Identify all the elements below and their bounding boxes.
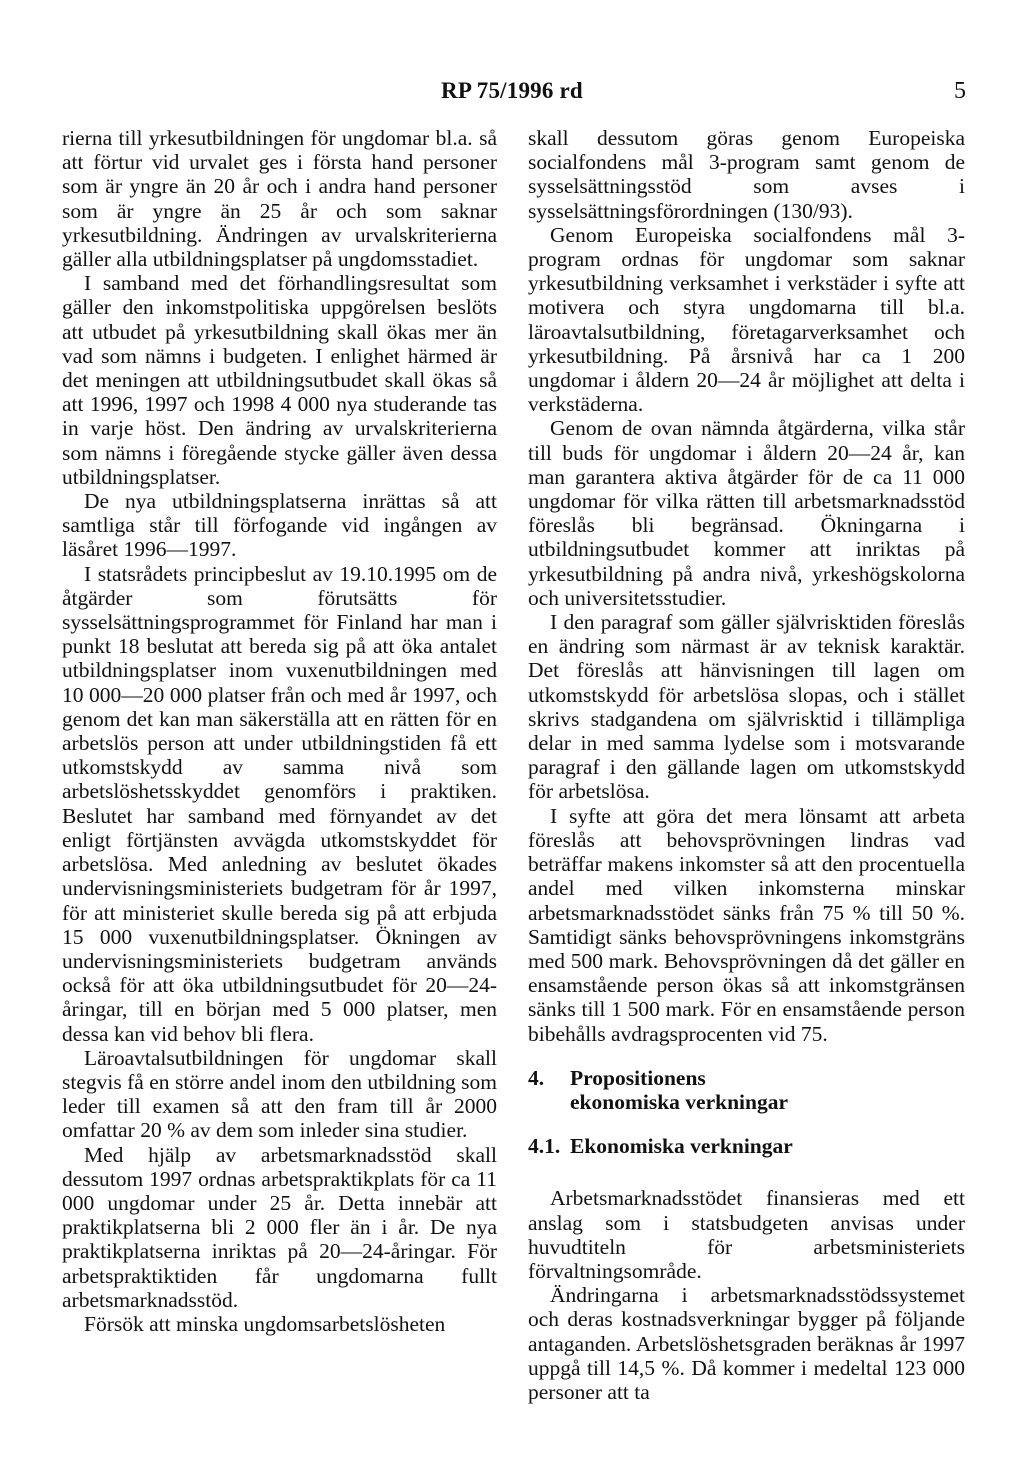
- paragraph: I samband med det förhandlingsresultat som gäller den inkomstpolitiska uppgörelsen beslöts att utbudet på yrkesutbildning skall ökas mer än vad som nämns i budgeten. I enlighet härmed är det meningen att utbildningsutbudet skall ökas så att 1996, 1997 och 1998 4 000 nya studerande tas in varje höst. Den ändring av urvalskriterierna som nämns i föregående stycke gäller även dessa utbildningsplatser.: [62, 271, 497, 489]
- paragraph: Ändringarna i arbetsmarknadsstödssystemet och deras kostnadsverkningar bygger på följande antaganden. Arbetslöshetsgraden beräknas år 1997 uppgå till 14,5 %. Då kommer i medeltal 123 000 personer att ta: [528, 1283, 965, 1404]
- right-column: [528, 126, 965, 1404]
- paragraph: De nya utbildningsplatserna inrättas så att samtliga står till förfogande vid ingången av läsåret 1996—1997.: [62, 489, 497, 562]
- paragraph: Genom Europeiska socialfondens mål 3-program ordnas för ungdomar som saknar yrkesutbildning verksamhet i verkstäder i syfte att motivera och styra ungdomarna till bl.a. läroavtalsutbildning, företagarverksamhet och yrkesutbildning. På årsnivå har ca 1 200 ungdomar i åldern 20—24 år möjlighet att delta i verkstäderna.: [528, 222, 965, 417]
- subsection-heading: [528, 1134, 965, 1158]
- paragraph: Genom de ovan nämnda åtgärderna, vilka står till buds för ungdomar i åldern 20—24 år, kan man garantera aktiva åtgärder för de ca 11 000 ungdomar för vilka rätten till arbetsmarknadsstöd föreslås bli begränsad. Ökningarna i utbildningsutbudet kommer att inriktas på yrkesutbildning på andra nivå, yrkeshögskolorna och universitetsstudier.: [528, 416, 965, 610]
- paragraph: Arbetsmarknadsstödet finansieras med ett anslag som i statsbudgeten anvisas under huvudtiteln för arbetsministeriets förvaltningsområde.: [528, 1186, 965, 1283]
- paragraph: I syfte att göra det mera lönsamt att arbeta föreslås att behovsprövningen lindras vad beträffar makens inkomster så att den procentuella andel med vilken inkomsterna minskar arbetsmarknadsstödet sänks från 75 % till 50 %. Samtidigt sänks behovsprövningens inkomstgräns med 500 mark. Behovsprövningen då det gäller en ensamstående person ökas så att inkomstgränsen sänks till 1 500 mark. För en ensamstående person bibehålls avdragsprocenten vid 75.: [528, 803, 965, 1046]
- paragraph: Med hjälp av arbetsmarknadsstöd skall dessutom 1997 ordnas arbetspraktikplats för ca 11 000 ungdomar under 25 år. Detta innebär att praktikplatserna bli 2 000 fler än i år. De nya praktikplatserna inriktas på 20—24-åringar. För arbetspraktiktiden får ungdomarna fullt arbetsmarknadsstöd.: [62, 1142, 497, 1312]
- paragraph: rierna till yrkesutbildningen för ungdomar bl.a. så att förtur vid urvalet ges i första hand personer som är yngre än 20 år och i andra hand personer som är yngre än 25 år och som saknar yrkesutbildning. Ändringen av urvalskriterierna gäller alla utbildningsplatser på ungdomsstadiet.: [62, 126, 497, 272]
- page-header: [0, 78, 1024, 108]
- section-title: Propositionens ekonomiska verkningar: [570, 1065, 789, 1114]
- section-heading: [528, 1066, 965, 1114]
- paragraph: skall dessutom göras genom Europeiska socialfondens mål 3-program samt genom de sysselsättningsstöd som avses i sysselsättningsförordningen (130/93).: [528, 126, 965, 223]
- left-column: [62, 126, 497, 1336]
- paragraph: I statsrådets principbeslut av 19.10.1995 om de åtgärder som förutsätts för sysselsättningsprogrammet för Finland har man i punkt 18 beslutat att bereda sig på att öka antalet utbildningsplatser inom vuxenutbildningen med 10 000—20 000 platser från och med år 1997, och genom det kan man säkerställa att en rätten för en arbetslös person att under utbildningstiden få ett utkomstskydd av samma nivå som arbetslöshetsskyddet genomförs i praktiken. Beslutet har samband med förnyandet av det enligt förtjänsten avvägda utkomstskyddet för arbetslösa. Med anledning av beslutet ökades undervisningsministeriets budgetram för år 1997, för att ministeriet skulle bereda sig på att erbjuda 15 000 vuxenutbildningsplatser. Ökningen av undervisningsministeriets budgetram används också för att öka utbildningsutbudet för 20—24-åringar, till en början med 5 000 platser, men dessa kan vid behov bli flera.: [62, 561, 497, 1046]
- section-number: 4.: [528, 1065, 545, 1090]
- paragraph: Läroavtalsutbildningen för ungdomar skall stegvis få en större andel inom den utbildning som leder till examen så att den fram till år 2000 omfattar 20 % av dem som inleder sina studier.: [62, 1045, 497, 1143]
- document-title: RP 75/1996 rd: [441, 78, 583, 103]
- paragraph: I den paragraf som gäller självrisktiden föreslås en ändring som närmast är av teknisk karaktär. Det föreslås att hänvisningen till lagen om utkomstskydd för arbetslösa slopas, och i stället skrivs stadgandena om självrisktid i tillämpliga delar in med samma lydelse som i motsvarande paragraf i den gällande lagen om utkomstskydd för arbetslösa.: [528, 610, 965, 804]
- page-number: 5: [954, 78, 966, 104]
- paragraph: Försök att minska ungdomsarbetslösheten: [84, 1311, 446, 1336]
- subsection-title: Ekonomiska verkningar: [570, 1134, 793, 1159]
- subsection-number: 4.1.: [528, 1134, 561, 1159]
